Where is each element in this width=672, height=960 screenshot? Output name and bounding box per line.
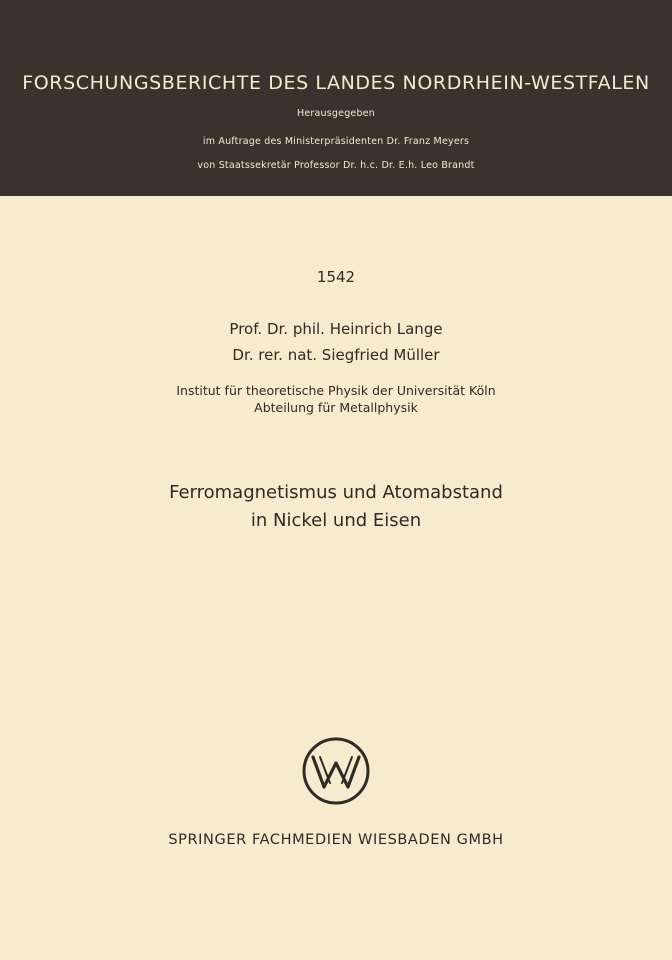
publisher-name: SPRINGER FACHMEDIEN WIESBADEN GMBH <box>168 832 504 848</box>
institution-line-1: Institut für theoretische Physik der Universität Köln <box>176 383 496 398</box>
author-2: Dr. rer. nat. Siegfried Müller <box>232 346 440 364</box>
springer-vw-logo-icon <box>300 735 372 807</box>
editor-line-2: im Auftrage des Ministerpräsidenten Dr. Franz Meyers <box>202 136 470 147</box>
book-title-line-2: in Nickel und Eisen <box>250 510 422 531</box>
author-1: Prof. Dr. phil. Heinrich Lange <box>229 320 443 338</box>
editor-line-1: Herausgegeben <box>297 108 375 119</box>
book-title-line-1: Ferromagnetismus und Atomabstand <box>169 482 503 503</box>
institution-line-2: Abteilung für Metallphysik <box>254 400 418 415</box>
series-title: FORSCHUNGSBERICHTE DES LANDES NORDRHEIN-WESTFALEN <box>22 72 650 94</box>
header-band <box>0 0 672 196</box>
editor-line-3: von Staatssekretär Professor Dr. h.c. Dr. E.h. Leo Brandt <box>197 160 475 171</box>
series-number: 1542 <box>316 268 356 286</box>
